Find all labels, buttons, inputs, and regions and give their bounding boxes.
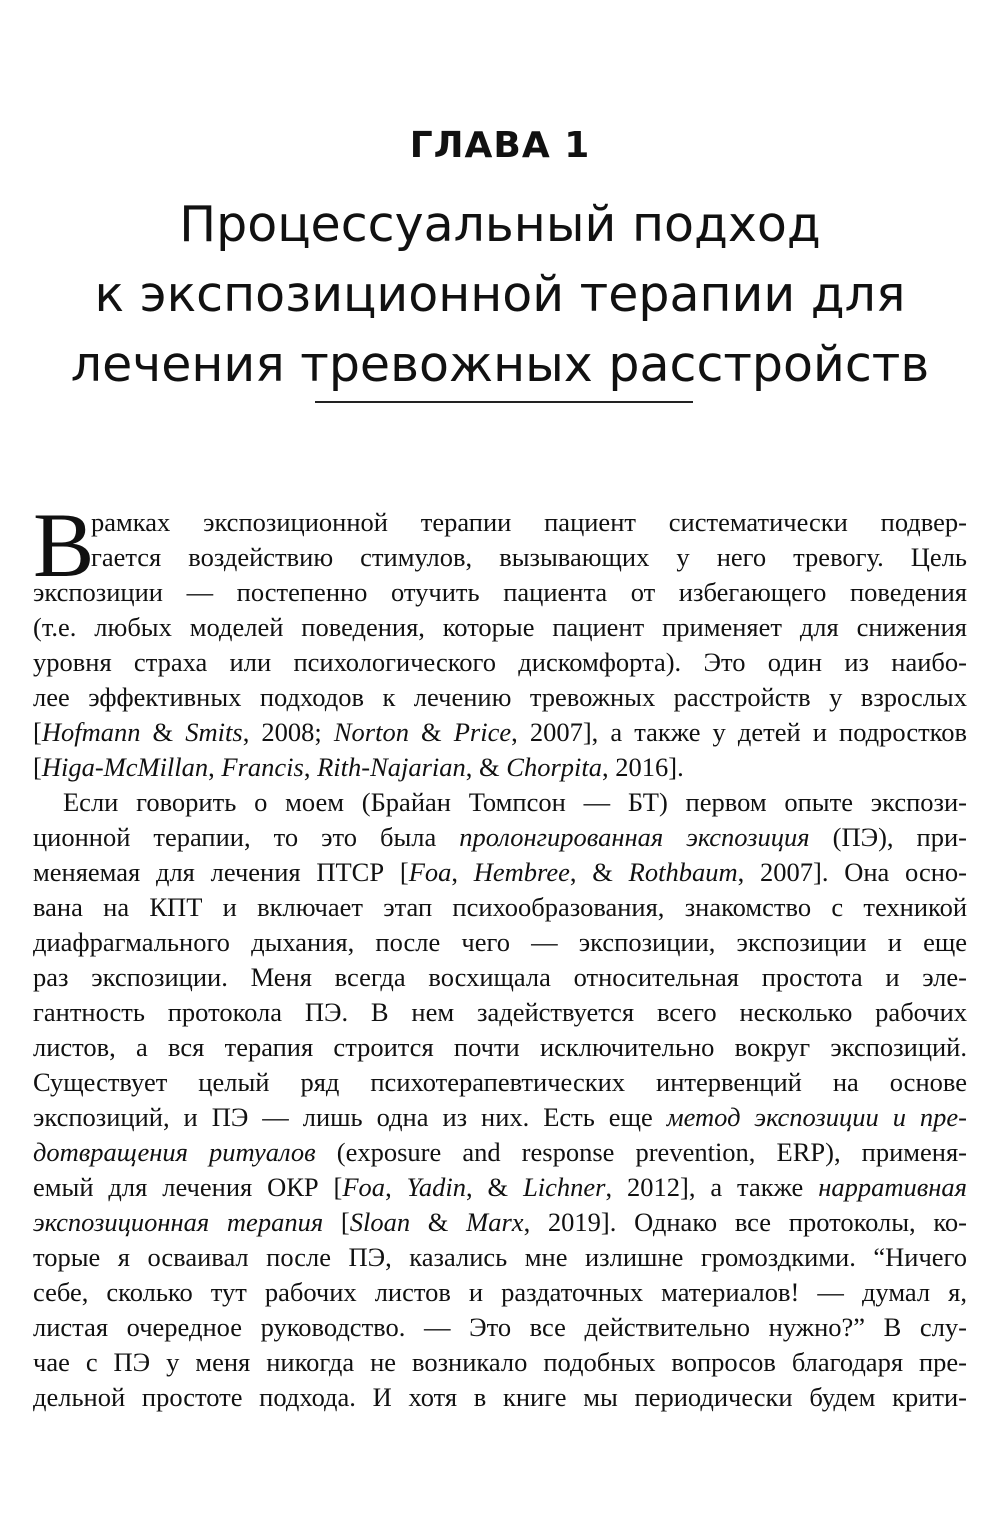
text-line: экспозиционная терапия [Sloan & Marx, 2019]. Однако все протоколы, ко- — [33, 1207, 967, 1237]
chapter-title-line: Процессуальный подход — [179, 196, 821, 253]
text-line: вана на КПТ и включает этап психообразования, знакомство с техникой — [33, 892, 967, 922]
text-line: Если говорить о моем (Брайан Томпсон — БТ) первом опыте экспози- — [63, 787, 967, 817]
text-line: уровня страха или психологического дискомфорта). Это один из наибо- — [33, 647, 967, 677]
text-line: чае с ПЭ у меня никогда не возникало подобных вопросов благодаря пре- — [33, 1347, 967, 1377]
text-line: дельной простоте подхода. И хотя в книге мы периодически будем крити- — [33, 1382, 967, 1412]
text-line: дотвращения ритуалов (exposure and response prevention, ERP), применя- — [33, 1137, 968, 1167]
body-text — [33, 494, 968, 1415]
chapter-number: ГЛАВА 1 — [409, 125, 591, 166]
paragraph-2 — [33, 785, 967, 1415]
text-line: листов, а вся терапия строится почти исключительно вокруг экспозиций. — [33, 1032, 967, 1062]
text-line: ционной терапии, то это была пролонгированная экспозиция (ПЭ), при- — [33, 822, 967, 852]
text-line: [Higa-McMillan, Francis, Rith-Najarian, & Chorpita, 2016]. — [33, 752, 684, 782]
text-line: меняемая для лечения ПТСР [Foa, Hembree, & Rothbaum, 2007]. Она осно- — [33, 857, 967, 887]
paragraph-1 — [33, 494, 967, 785]
text-line: лее эффективных подходов к лечению тревожных расстройств у взрослых — [33, 682, 967, 712]
drop-cap: В — [33, 494, 95, 596]
chapter-title — [40, 190, 960, 400]
text-line: раз экспозиции. Меня всегда восхищала относительная простота и эле- — [33, 962, 967, 992]
text-line: экспозиций, и ПЭ — лишь одна из них. Есть еще метод экспозиции и пре- — [33, 1102, 967, 1132]
text-line: листая очередное руководство. — Это все действительно нужно?” В слу- — [33, 1312, 967, 1342]
text-line: диафрагмального дыхания, после чего — экспозиции, экспозиции и еще — [33, 927, 967, 957]
chapter-title-line: к экспозиционной терапии для — [94, 266, 906, 323]
text-line: экспозиции — постепенно отучить пациента от избегающего поведения — [33, 577, 967, 607]
text-line: гается воздействию стимулов, вызывающих у него тревогу. Цель — [91, 542, 967, 572]
text-line: себе, сколько тут рабочих листов и раздаточных материалов! — думал я, — [33, 1277, 967, 1307]
text-line: емый для лечения ОКР [Foa, Yadin, & Lichner, 2012], а также нарративная — [33, 1172, 967, 1202]
chapter-title-line: лечения тревожных расстройств — [70, 336, 930, 393]
text-line: (т.е. любых моделей поведения, которые пациент применяет для снижения — [33, 612, 967, 642]
text-line: Существует целый ряд психотерапевтических интервенций на основе — [33, 1067, 967, 1097]
text-line: рамках экспозиционной терапии пациент систематически подвер- — [91, 507, 967, 537]
title-divider — [315, 401, 693, 403]
text-line: торые я осваивал после ПЭ, казались мне излишне громоздкими. “Ничего — [33, 1242, 967, 1272]
text-line: [Hofmann & Smits, 2008; Norton & Price, 2007], а также у детей и подростков — [33, 717, 967, 747]
text-line: гантность протокола ПЭ. В нем задействуется всего несколько рабочих — [33, 997, 967, 1027]
